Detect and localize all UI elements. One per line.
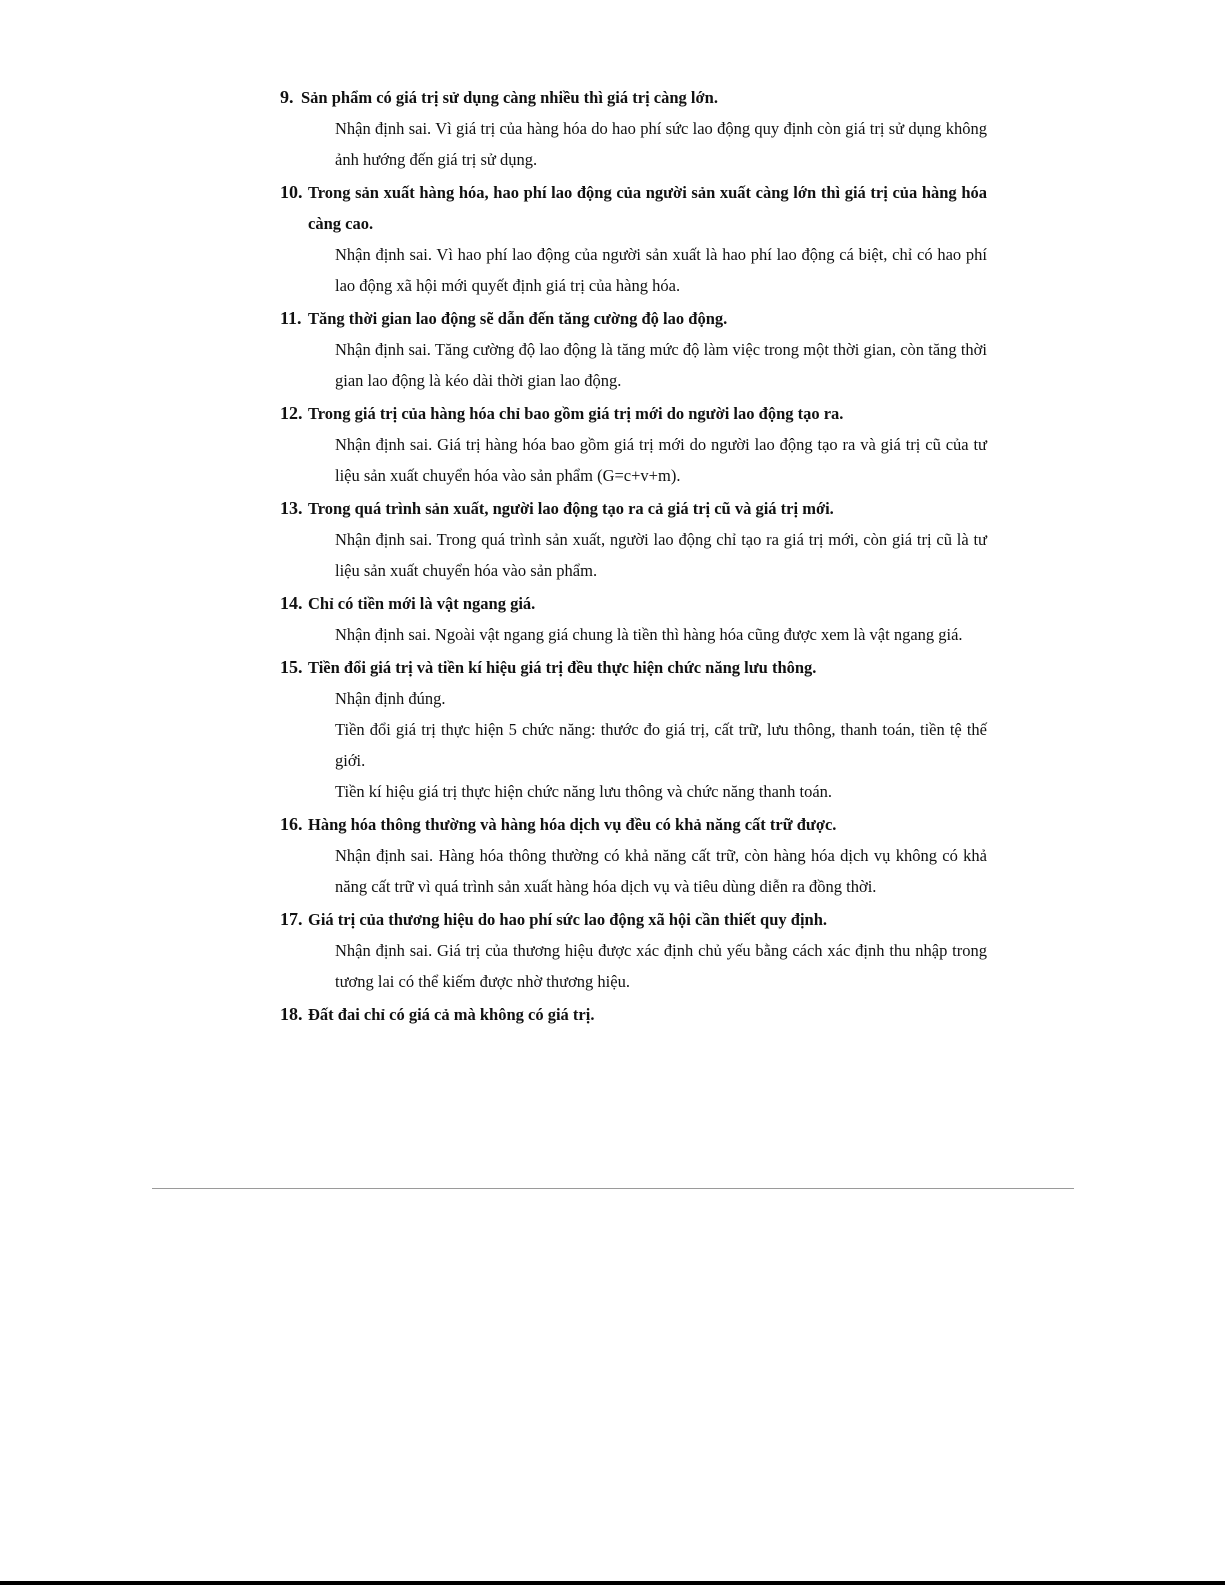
question-number: 10.: [280, 182, 303, 202]
question-text: Sản phẩm có giá trị sử dụng càng nhiều thì giá trị càng lớn.: [301, 88, 718, 107]
item-9: [280, 82, 987, 175]
item-17: [280, 904, 987, 997]
answer-15-detail-1: Tiền đổi giá trị thực hiện 5 chức năng: thước đo giá trị, cất trữ, lưu thông, thanh toán, tiền tệ thế giới.: [335, 720, 987, 770]
answer-13: Nhận định sai. Trong quá trình sản xuất, người lao động chỉ tạo ra giá trị mới, còn giá trị cũ là tư liệu sản xuất chuyển hóa vào sản phẩm.: [335, 530, 987, 580]
question-number: 18.: [280, 1004, 303, 1024]
answer-14: Nhận định sai. Ngoài vật ngang giá chung là tiền thì hàng hóa cũng được xem là vật ngang giá.: [335, 625, 963, 644]
question-text: Chỉ có tiền mới là vật ngang giá.: [308, 594, 536, 613]
question-number: 16.: [280, 814, 303, 834]
item-11: [280, 303, 987, 396]
question-text: Hàng hóa thông thường và hàng hóa dịch vụ đều có khả năng cất trữ được.: [308, 815, 837, 834]
answer-15-verdict: Nhận định đúng.: [335, 689, 446, 708]
question-text: Đất đai chỉ có giá cả mà không có giá trị.: [308, 1005, 595, 1024]
answer-16: Nhận định sai. Hàng hóa thông thường có khả năng cất trữ, còn hàng hóa dịch vụ không có khả năng cất trữ vì quá trình sản xuất hàng hóa dịch vụ và tiêu dùng diễn ra đồng thời.: [335, 846, 987, 896]
item-15: [280, 652, 987, 807]
question-number: 11.: [280, 308, 302, 328]
answer-15-detail-2: Tiền kí hiệu giá trị thực hiện chức năng lưu thông và chức năng thanh toán.: [335, 782, 833, 801]
question-number: 12.: [280, 403, 303, 423]
footer-divider: [152, 1188, 1074, 1189]
question-17: [280, 904, 987, 935]
question-16: [280, 809, 987, 840]
question-text: Trong quá trình sản xuất, người lao động tạo ra cả giá trị cũ và giá trị mới.: [308, 499, 834, 518]
answer-12: Nhận định sai. Giá trị hàng hóa bao gồm giá trị mới do người lao động tạo ra và giá trị cũ của tư liệu sản xuất chuyển hóa vào sản phẩm (G=c+v+m).: [335, 435, 987, 485]
question-10: [280, 177, 987, 239]
question-18: [280, 999, 987, 1030]
item-16: [280, 809, 987, 902]
question-12: [280, 398, 987, 429]
item-18: [280, 999, 987, 1030]
question-15: [280, 652, 987, 683]
item-12: [280, 398, 987, 491]
question-text: Tăng thời gian lao động sẽ dẫn đến tăng cường độ lao động.: [308, 309, 728, 328]
question-11: [280, 303, 987, 334]
question-9: [280, 82, 987, 113]
question-number: 13.: [280, 498, 303, 518]
question-13: [280, 493, 987, 524]
item-14: [280, 588, 987, 650]
page-bottom-edge: [0, 1581, 1225, 1585]
item-13: [280, 493, 987, 586]
question-text: Trong giá trị của hàng hóa chỉ bao gồm giá trị mới do người lao động tạo ra.: [308, 404, 844, 423]
document-body: [280, 82, 987, 1030]
question-text: Giá trị của thương hiệu do hao phí sức lao động xã hội cần thiết quy định.: [308, 910, 828, 929]
question-14: [280, 588, 987, 619]
question-number: 17.: [280, 909, 303, 929]
answer-9: Nhận định sai. Vì giá trị của hàng hóa do hao phí sức lao động quy định còn giá trị sử dụng không ảnh hướng đến giá trị sử dụng.: [335, 119, 987, 169]
answer-10: Nhận định sai. Vì hao phí lao động của người sản xuất là hao phí lao động cá biệt, chỉ có hao phí lao động xã hội mới quyết định giá trị của hàng hóa.: [335, 245, 987, 295]
answer-17: Nhận định sai. Giá trị của thương hiệu được xác định chủ yếu bằng cách xác định thu nhập trong tương lai có thể kiếm được nhờ thương hiệu.: [335, 941, 987, 991]
answer-11: Nhận định sai. Tăng cường độ lao động là tăng mức độ làm việc trong một thời gian, còn tăng thời gian lao động là kéo dài thời gian lao động.: [335, 340, 987, 390]
question-number: 14.: [280, 593, 303, 613]
question-number: 15.: [280, 657, 303, 677]
question-number: 9.: [280, 87, 294, 107]
item-10: [280, 177, 987, 301]
question-text: Tiền đổi giá trị và tiền kí hiệu giá trị đều thực hiện chức năng lưu thông.: [308, 658, 817, 677]
question-text: Trong sản xuất hàng hóa, hao phí lao động của người sản xuất càng lớn thì giá trị của hàng hóa càng cao.: [308, 183, 987, 233]
